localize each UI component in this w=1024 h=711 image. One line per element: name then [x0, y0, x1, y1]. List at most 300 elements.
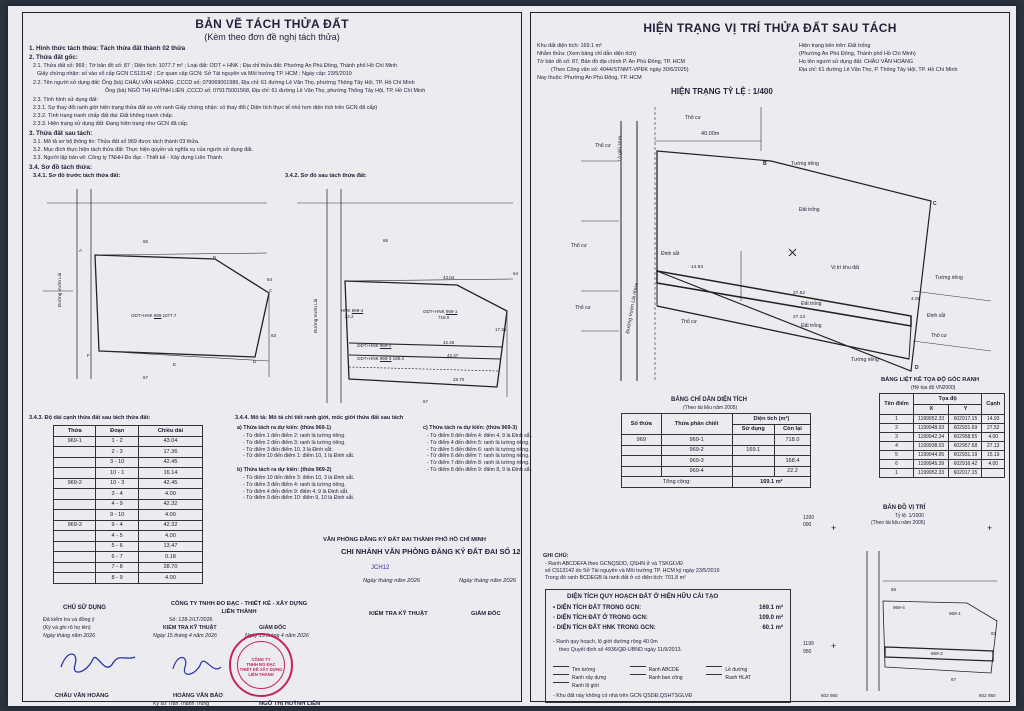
- parcel-before-label: ODT+HNK 969 1077.7: [131, 313, 177, 318]
- coord-sub: (Hệ tọa độ VN2000): [911, 385, 956, 391]
- edge-row: [54, 510, 203, 521]
- coord-cell-p: 2: [880, 424, 914, 433]
- locator-969-2: 969-2: [931, 651, 943, 656]
- map-road: Đường Vườn Lài nhựa: [625, 282, 640, 335]
- desc-b-title: b) Thửa tách ra dự kiến: (thửa 969-2): [237, 467, 332, 473]
- owner-title: CHỦ SỬ DỤNG: [63, 605, 106, 611]
- dim-27-52: 27.52: [793, 291, 806, 296]
- s34: 3.4. Sơ đồ tách thửa:: [29, 164, 92, 171]
- locator-title: BẢN ĐỒ VỊ TRÍ: [883, 505, 926, 511]
- area-row: [622, 435, 811, 446]
- area-total-value: 169.1 m²: [732, 477, 810, 488]
- coord-cell-x: 1199942.34: [913, 433, 949, 442]
- locator-969-1: 969-1: [949, 611, 961, 616]
- desc-line: - Từ điểm 6 đến điểm 7: ranh là tường riêng.: [427, 453, 530, 460]
- coord-row: [880, 469, 1005, 478]
- map-vi-tri: Vị trí khu đất: [831, 265, 860, 271]
- legend-row: [553, 674, 783, 689]
- company-director: GIÁM ĐỐC: [259, 625, 287, 631]
- planning-note2: theo Quyết định số 4936/QĐ-UBND ngày 11/9/2013.: [559, 647, 682, 653]
- area-cell-parcel: [622, 445, 662, 456]
- edge-cell-len: 13.47: [138, 541, 202, 552]
- map-tho-cu-1: Thổ cư: [685, 115, 701, 121]
- note-line: Trong đó ranh BCDEGB là ranh đất ở có diện tích: 701.8 m²: [545, 574, 686, 581]
- left-title: BẢN VẼ TÁCH THỬA ĐẤT: [195, 17, 349, 31]
- planning-note1: - Ranh quy hoạch, lộ giới đường rộng 40.0m: [553, 639, 658, 645]
- coord-cell-e: 15.19: [982, 451, 1005, 460]
- len-42-45: 42.45: [443, 340, 455, 345]
- area-head-sub: Thửa phân chiết: [661, 414, 732, 435]
- desc-c-title: c) Thửa tách ra dự kiến: (thửa 969-3): [423, 425, 518, 431]
- edge-cell-parcel: [54, 510, 96, 521]
- coord-table: [879, 393, 1005, 478]
- num-65-after: 65: [383, 238, 389, 243]
- area-cell-used: 169.1: [732, 445, 774, 456]
- coord-cell-e: [982, 469, 1005, 478]
- area-head-area: Diện tích (m²): [732, 414, 810, 425]
- info2: Nhằm thửa: (Xem bảng chỉ dẫn diện tích): [537, 51, 636, 57]
- notes-list: [545, 561, 720, 582]
- edge-cell-seg: 3 - 10: [96, 457, 138, 468]
- office-date1: Ngày tháng năm 2026: [363, 578, 421, 584]
- legend-label: Ranh ban công: [648, 675, 683, 681]
- right-page: [530, 12, 1010, 702]
- edge-cell-seg: 10 - 3: [96, 478, 138, 489]
- s1: 1. Hình thức tách thửa: Tách thửa đất thành 02 thửa: [29, 45, 186, 52]
- label-969-3: ODT+HNK 969-3 168.4: [357, 356, 404, 361]
- coord-head-xy: Tọa độ: [913, 394, 981, 405]
- label-C: C: [269, 288, 273, 293]
- map-width-label: 40.00m: [701, 131, 720, 137]
- edge-row: [54, 436, 203, 447]
- coord-cell-y: 602916.42: [949, 460, 982, 469]
- planning-label: - DIỆN TÍCH ĐẤT Ở TRONG GCN:: [553, 615, 648, 621]
- dim-4-00: 4.00: [911, 297, 921, 302]
- edge-row: [54, 489, 203, 500]
- coord-row: [880, 424, 1005, 433]
- edge-cell-seg: 6 - 7: [96, 552, 138, 563]
- edge-cell-seg: 9 - 4: [96, 520, 138, 531]
- legend-row: [553, 666, 783, 681]
- owner-name1: CHÂU VĂN HOÀNG: [55, 693, 109, 699]
- legend-label: Ranh ABCDE: [648, 667, 679, 673]
- area-table: [621, 413, 811, 488]
- coord-head-pt: Tên điểm: [880, 394, 914, 415]
- coord-row: [880, 442, 1005, 451]
- right-title: HIỆN TRẠNG VỊ TRÍ THỬA ĐẤT SAU TÁCH: [643, 21, 897, 35]
- planning-row: [553, 625, 783, 635]
- coord-cell-e: 27.52: [982, 424, 1005, 433]
- edge-row: [54, 468, 203, 479]
- office-line1: VĂN PHÒNG ĐĂNG KÝ ĐẤT ĐAI THÀNH PHỐ HỒ CHÍ MINH: [323, 537, 486, 543]
- coord-cell-y: 602931.19: [949, 451, 982, 460]
- locator-x2b: 950: [803, 649, 812, 655]
- edge-cell-len: 42.32: [138, 520, 202, 531]
- legend: [553, 658, 783, 689]
- area-table-title: BẢNG CHỈ DẪN DIỆN TÍCH: [671, 397, 747, 403]
- desc-line: - Từ điểm 3 đến điểm 4: ranh là tường riêng.: [243, 481, 346, 488]
- office-tech-check: KIỂM TRA KỸ THUẬT: [369, 611, 428, 617]
- edge-row: [54, 478, 203, 489]
- edge-cell-seg: 1 - 2: [96, 436, 138, 447]
- s341: 3.4.1. Sơ đồ trước tách thửa đất:: [33, 173, 121, 179]
- bottom-note: - Khu đất này không có nhà trên GCN QSDĐ,QSHTSGLVĐ: [553, 693, 693, 699]
- legend-label: Tim tường: [572, 667, 596, 673]
- coord-cell-e: 4.00: [982, 460, 1005, 469]
- point-D: D: [915, 365, 919, 371]
- len-17-36: 17.36: [495, 327, 507, 332]
- coord-cell-p: 5: [880, 451, 914, 460]
- planning-value: 109.0 m²: [758, 615, 783, 621]
- edge-cell-parcel: [54, 552, 96, 563]
- coord-row: [880, 460, 1005, 469]
- dim-14-93: 14.93: [691, 265, 704, 270]
- map-tuong-rieng-1: Tường riêng: [791, 161, 819, 167]
- coord-cell-e: 4.00: [982, 433, 1005, 442]
- planning-row: [553, 605, 783, 615]
- svg-text:+: +: [831, 523, 837, 533]
- desc-a-list: [243, 433, 354, 460]
- road-label-before: Đường Vườn Lài: [57, 272, 63, 308]
- map-road-top: Lộ giới 16 m: [617, 136, 622, 161]
- legend-label: Lề đường: [725, 667, 748, 673]
- desc-b-list: [243, 475, 354, 502]
- road-label-after: Đường Vườn Lài: [313, 298, 319, 334]
- edge-head-parcel: Thửa: [54, 426, 96, 437]
- desc-line: - Từ điểm 4 đến điểm 5: ranh là tường riêng.: [427, 439, 530, 446]
- coord-cell-x: 1199944.95: [913, 451, 949, 460]
- area-cell-sub: 969-4: [661, 466, 732, 477]
- area-row: [622, 445, 811, 456]
- legend-label: Ranh xây dựng: [572, 675, 607, 681]
- edge-row: [54, 562, 203, 573]
- coord-cell-x: 1199948.93: [913, 424, 949, 433]
- planning-list: [553, 605, 783, 635]
- edge-cell-len: 42.32: [138, 499, 202, 510]
- edge-cell-seg: 8 - 9: [96, 573, 138, 584]
- edge-row: [54, 447, 203, 458]
- desc-line: - Từ điểm 3 đến điểm 10, 3 là Đinh sắt.: [243, 446, 333, 453]
- num-65: 65: [143, 239, 149, 244]
- edge-cell-len: 0.18: [138, 552, 202, 563]
- edge-row: [54, 552, 203, 563]
- area-total-label: Tổng cộng:: [622, 477, 733, 488]
- desc-line: - Từ điểm 10 đến điểm 3: điểm 10, 3 là Đinh sắt.: [243, 475, 355, 481]
- coord-cell-x: 1199952.33: [913, 415, 949, 424]
- locator-sub: (Theo tài liệu năm 2005): [871, 520, 926, 526]
- edge-cell-parcel: 969-2: [54, 478, 96, 489]
- edge-cell-seg: 10 - 1: [96, 468, 138, 479]
- desc-c-list: [427, 433, 532, 474]
- planning-value: 60.1 m²: [762, 625, 783, 631]
- info3: Tờ bản đồ số: 87, Bản đồ địa chính P. An Phú Đông, TP. HCM: [537, 59, 685, 65]
- planning-value: 169.1 m²: [758, 605, 783, 611]
- coord-cell-p: 1: [880, 415, 914, 424]
- note-line: - Ranh ABCDEFA theo GCNQSDD, QSHN ở và TSKGLVĐ: [545, 561, 683, 567]
- company-signature: [167, 649, 227, 683]
- coord-cell-y: 602957.68: [949, 442, 982, 451]
- label-A: A: [79, 248, 83, 253]
- info-r1: Hiện trạng bên trên: Đất trống: [799, 43, 871, 49]
- coord-cell-x: 1199952.33: [913, 469, 949, 478]
- area-row: [622, 466, 811, 477]
- s233: 2.3.3. Hiện trạng sử dụng đất: Đang hiện trạng như GCN đã cấp.: [33, 121, 189, 127]
- coord-cell-y: 602958.55: [949, 433, 982, 442]
- owner-name2: NGÔ THỊ HUỲNH LIÊN: [259, 701, 321, 706]
- label-hnk-969-4: HNK 969-4 22.2: [341, 308, 364, 319]
- coord-cell-p: 3: [880, 433, 914, 442]
- area-cell-rest: 22.2: [774, 466, 810, 477]
- edge-cell-len: 42.45: [138, 478, 202, 489]
- edge-cell-len: 43.04: [138, 436, 202, 447]
- s231: 2.3.1. Sự thay đổi ranh giới hiện trạng thửa đất so với ranh Giấy chứng nhận: có thay đổi ( Diện tích thực tế nhỏ hơn diện tích trên GCN đã cấp): [33, 105, 378, 111]
- locator-num-63: 63: [991, 631, 997, 636]
- area-cell-sub: 969-1: [661, 435, 732, 446]
- area-cell-rest: 168.4: [774, 456, 810, 467]
- jch-mark: JCH12: [371, 565, 390, 571]
- num-64-after: 64: [513, 271, 519, 276]
- desc-line: - Từ điểm 2 đến điểm 3: ranh là tường riêng.: [243, 439, 346, 446]
- edge-cell-len: 16.14: [138, 468, 202, 479]
- num-67: 67: [143, 375, 149, 380]
- s21: 2.1. Thửa đất số: 969 ; Tờ bản đồ số: 87 ; Diện tích: 1077.7 m² ; Loại đất: ODT + HNK ; Địa chỉ thửa đất: Phường An Phú Đông, Thành phố Hồ Chí Minh: [33, 63, 398, 69]
- s22b: Ông (bà) NGÔ THỊ HUỲNH LIÊN ,CCCD số: 079175001568, Địa chỉ: 61 đường Lê Văn Thọ, phường Thông Tây Hội, TP. Hồ Chí Minh: [105, 88, 426, 94]
- locator-num-66: 66: [891, 587, 897, 592]
- company-stamp: [229, 633, 293, 697]
- s344: 3.4.4. Mô tả: Mô tả chi tiết ranh giới, mốc giới thửa đất sau tách: [235, 415, 404, 421]
- planning-title: DIỆN TÍCH QUY HOẠCH ĐẤT Ở HIỆN HỮU CẢI TẠO: [567, 593, 719, 600]
- area-cell-used: [732, 466, 774, 477]
- edge-row: [54, 573, 203, 584]
- edge-cell-len: 4.00: [138, 510, 202, 521]
- coord-cell-y: 602917.15: [949, 469, 982, 478]
- edge-cell-seg: 5 - 6: [96, 541, 138, 552]
- locator-y2: 602 950: [979, 693, 996, 698]
- locator-x2: 1199: [803, 641, 814, 647]
- map-tho-cu-6: Thổ cư: [931, 333, 947, 339]
- map-dat-trong-2: Đất trống: [801, 301, 822, 307]
- area-cell-used: [732, 435, 774, 446]
- desc-line: - Từ điểm 5 đến điểm 6: ranh là tường riêng.: [427, 446, 530, 453]
- note-line: số CS13142 do Sở Tài nguyên và Môi trường TP. HCM ký ngày 23/5/2019: [545, 567, 720, 574]
- len-28-70: 28.70: [453, 377, 465, 382]
- sketch-before: [37, 183, 273, 383]
- locator-x1: 1200: [803, 515, 815, 521]
- desc-line: - Từ điểm 9 đến điểm 4: điểm 4, 9 là Đinh sắt.: [427, 433, 533, 439]
- s31: 3.1. Mô tả sơ bộ thông tin: Thửa đất số 969 được tách thành 03 thửa.: [33, 139, 200, 145]
- label-E: E: [173, 362, 177, 367]
- num-64: 64: [267, 277, 273, 282]
- len-42-37: 42.37: [447, 353, 459, 358]
- edge-cell-seg: 4 - 5: [96, 531, 138, 542]
- edge-cell-parcel: 969-3: [54, 520, 96, 531]
- edge-cell-parcel: [54, 541, 96, 552]
- s33: 3.3. Người lập bản vẽ: Công ty TNHH Đo đạc - Thiết kế - Xây dựng Liên Thành: [33, 155, 223, 161]
- coord-head-x: X: [913, 404, 949, 415]
- area-cell-used: [732, 456, 774, 467]
- s2: 2. Thửa đất gốc:: [29, 54, 78, 61]
- owner-note2: (Ký và ghi rõ họ tên): [43, 625, 91, 631]
- edge-row: [54, 499, 203, 510]
- map-tho-cu-3: Thổ cư: [571, 243, 587, 249]
- s342: 3.4.2. Sơ đồ sau tách thửa đất:: [285, 173, 367, 179]
- document-sheet: [8, 6, 1016, 706]
- edge-cell-parcel: 969-1: [54, 436, 96, 447]
- map-tho-cu-2: Thổ cư: [595, 143, 611, 149]
- scale-title: HIỆN TRẠNG TỶ LỆ : 1/400: [671, 87, 773, 96]
- company-tech-check: KIỂM TRA KỸ THUẬT: [163, 625, 217, 631]
- s3: 3. Thửa đất sau tách:: [29, 130, 93, 137]
- edge-cell-parcel: [54, 447, 96, 458]
- area-cell-parcel: 969: [622, 435, 662, 446]
- coord-cell-e: 14.93: [982, 415, 1005, 424]
- coord-cell-p: 4: [880, 442, 914, 451]
- company-name: CÔNG TY TNHH ĐO ĐẠC - THIẾT KẾ - XÂY DỰNG LIÊN THÀNH: [170, 601, 308, 615]
- svg-text:+: +: [831, 641, 837, 651]
- area-cell-parcel: [622, 466, 662, 477]
- surveyor-name2: Kỹ sư Trần Thanh Trung: [153, 701, 210, 706]
- locator-969-4: 969-4: [893, 605, 905, 610]
- company-date2: Ngày 15 tháng 4 năm 2026: [245, 633, 309, 639]
- map-dinh-sat-1: Đinh sắt: [661, 251, 680, 257]
- left-subtitle: (Kèm theo đơn đề nghị tách thửa): [204, 32, 340, 42]
- edge-cell-parcel: [54, 468, 96, 479]
- edge-row: [54, 520, 203, 531]
- edge-row: [54, 541, 203, 552]
- edge-head-seg: Đoạn: [96, 426, 138, 437]
- edge-head-len: Chiều dài: [138, 426, 202, 437]
- point-B: B: [763, 161, 767, 167]
- s23: 2.3. Tình hình sử dụng đất:: [33, 97, 98, 103]
- map-tuong-rieng-2: Tường riêng: [935, 275, 963, 281]
- notes-title: GHI CHÚ:: [543, 553, 569, 559]
- area-cell-rest: [774, 445, 810, 456]
- edge-cell-len: 4.00: [138, 531, 202, 542]
- sketch-after: [287, 183, 519, 407]
- edge-row: [54, 531, 203, 542]
- locator-x1b: 000: [803, 522, 812, 528]
- company-date: Ngày 15 tháng 4 năm 2026: [153, 633, 217, 639]
- map-tho-cu-4: Thổ cư: [575, 305, 591, 311]
- surveyor-name: HOÀNG VĂN BẢO: [173, 693, 223, 699]
- label-969-2: ODT+HNK 969-2: [357, 343, 392, 348]
- area-cell-rest: 718.0: [774, 435, 810, 446]
- edge-cell-len: 28.70: [138, 562, 202, 573]
- owner-note1: Đã kiểm tra và đồng ý: [43, 617, 95, 623]
- area-head-used: Sử dụng: [732, 424, 774, 435]
- edge-length-table: [53, 425, 203, 584]
- edge-cell-seg: 2 - 3: [96, 447, 138, 458]
- info-r3: Họ tên người sử dụng đất: CHÂU VĂN HOÀNG: [799, 59, 914, 65]
- s232: 2.3.2. Tình trạng tranh chấp đất đai: Đất không tranh chấp.: [33, 113, 174, 119]
- edge-cell-seg: 7 - 8: [96, 562, 138, 573]
- label-D: D: [253, 359, 257, 364]
- locator-scale: Tỷ lệ: 1/1000: [895, 513, 924, 519]
- s22: 2.2. Tên người sử dụng đất: Ông (bà) CHÂU VĂN HOÀNG ,CCCD số: 079069001986, Địa chỉ: 61 đường Lê Văn Thọ, phường Thông Tây Hội, TP. Hồ Chí Minh: [33, 80, 415, 86]
- legend-line-icon: [553, 682, 569, 683]
- area-cell-sub: 969-2: [661, 445, 732, 456]
- edge-cell-seg: 3 - 4: [96, 489, 138, 500]
- info5: Nay thuộc: Phường An Phú Đông, TP. HCM: [537, 75, 642, 81]
- desc-line: - Từ điểm 1 đến điểm 2: ranh là tường riêng.: [243, 433, 346, 439]
- office-director: GIÁM ĐỐC: [471, 611, 501, 617]
- label-F: F: [87, 353, 90, 358]
- desc-line: - Từ điểm 10 đến điểm 1: điểm 10, 1 là Đinh sắt.: [243, 453, 355, 460]
- edge-cell-len: 17.36: [138, 447, 202, 458]
- map-tuong-rieng-3: Tường riêng: [851, 357, 879, 363]
- desc-line: - Từ điểm 7 đến điểm 8: ranh là tường riêng.: [427, 460, 530, 466]
- planning-label: • DIỆN TÍCH ĐẤT TRONG GCN:: [553, 605, 642, 611]
- coord-cell-y: 602917.15: [949, 415, 982, 424]
- planning-label: - DIỆN TÍCH ĐẤT HNK TRONG GCN:: [553, 625, 656, 631]
- edge-cell-seg: 9 - 10: [96, 510, 138, 521]
- coord-row: [880, 433, 1005, 442]
- area-head-parcel: Số thửa: [622, 414, 662, 435]
- edge-cell-len: 4.00: [138, 573, 202, 584]
- label-969-1: ODT+HNK 969-1 718.0: [423, 309, 458, 320]
- edge-cell-parcel: [54, 499, 96, 510]
- edge-cell-seg: 4 - 9: [96, 499, 138, 510]
- coord-row: [880, 415, 1005, 424]
- coord-head-y: Y: [949, 404, 982, 415]
- desc-line: - Từ điểm 8 đến điểm 9: điểm 8, 9 là Đinh sắt.: [427, 466, 533, 473]
- area-table-sub: (Theo tài liệu năm 2005): [683, 405, 738, 411]
- office-line2: CHI NHÁNH VĂN PHÒNG ĐĂNG KÝ ĐẤT ĐAI SỐ 12: [341, 547, 521, 556]
- company-no: Số: 128-2/LT/2026: [169, 617, 213, 623]
- owner-signature: [53, 643, 143, 683]
- dim-27-13: 27.13: [793, 315, 806, 320]
- planning-row: [553, 615, 783, 625]
- area-cell-parcel: [622, 456, 662, 467]
- edge-cell-parcel: [54, 531, 96, 542]
- info-r2: (Phường An Phú Đông, Thành phố Hồ Chí Minh): [799, 51, 916, 57]
- stamp-text: CÔNG TY TNHH ĐO ĐẠC THIẾT KẾ XÂY DỰNG LIÊN THÀNH: [239, 657, 283, 678]
- site-plan: [561, 101, 1001, 391]
- area-row: [622, 456, 811, 467]
- info1: Khu đất diện tích: 169.1 m²: [537, 43, 602, 49]
- s32: 3.2. Mục đích thực hiện tách thửa đất: Thực hiện quyền và nghĩa vụ của người sử dụng đất.: [33, 147, 254, 153]
- map-dat-trong-1: Đất trống: [799, 207, 820, 213]
- s21b: Giấy chứng nhận: số vào sổ cấp GCN CS13142 ; Cơ quan cấp GCN: Sở Tài nguyên và Môi trường TP. HCM ; Ngày cấp: 23/5/2019: [37, 71, 352, 77]
- edge-cell-len: 42.45: [138, 457, 202, 468]
- svg-text:+: +: [987, 523, 993, 533]
- desc-line: - Từ điểm 4 đến điểm 9: điểm 4, 9 là Đinh sắt.: [243, 488, 349, 495]
- edge-cell-parcel: [54, 457, 96, 468]
- map-dat-trong-3: Đất trống: [801, 323, 822, 329]
- locator-map: [827, 521, 1007, 693]
- num-63: 63: [271, 333, 277, 338]
- map-tho-cu-5: Thổ cư: [681, 319, 697, 325]
- locator-num-67: 67: [951, 677, 957, 682]
- coord-head-edge: Cạnh: [982, 394, 1005, 415]
- desc-a-title: a) Thửa tách ra dự kiến: (thửa 969-1): [237, 425, 332, 431]
- area-cell-sub: 969-3: [661, 456, 732, 467]
- coord-cell-y: 602931.69: [949, 424, 982, 433]
- office-date2: Ngày tháng năm 2026: [459, 578, 517, 584]
- coord-cell-p: 1: [880, 469, 914, 478]
- desc-line: - Từ điểm 9 đến điểm 10: điểm 9, 10 là Đinh sắt.: [243, 495, 355, 502]
- point-C: C: [933, 201, 937, 207]
- edge-cell-parcel: [54, 562, 96, 573]
- num-67-after: 67: [423, 399, 429, 404]
- legend-label: Ranh HLAT: [725, 675, 752, 681]
- edge-cell-parcel: [54, 489, 96, 500]
- info-r4: Địa chỉ: 61 đường Lê Văn Thọ, P. Thông Tây Hội, TP. Hồ Chí Minh: [799, 67, 958, 73]
- legend-label: Ranh lộ giới: [572, 683, 599, 689]
- map-dinh-sat-2: Đinh sắt: [927, 313, 946, 319]
- edge-row: [54, 457, 203, 468]
- coord-cell-x: 1199945.39: [913, 460, 949, 469]
